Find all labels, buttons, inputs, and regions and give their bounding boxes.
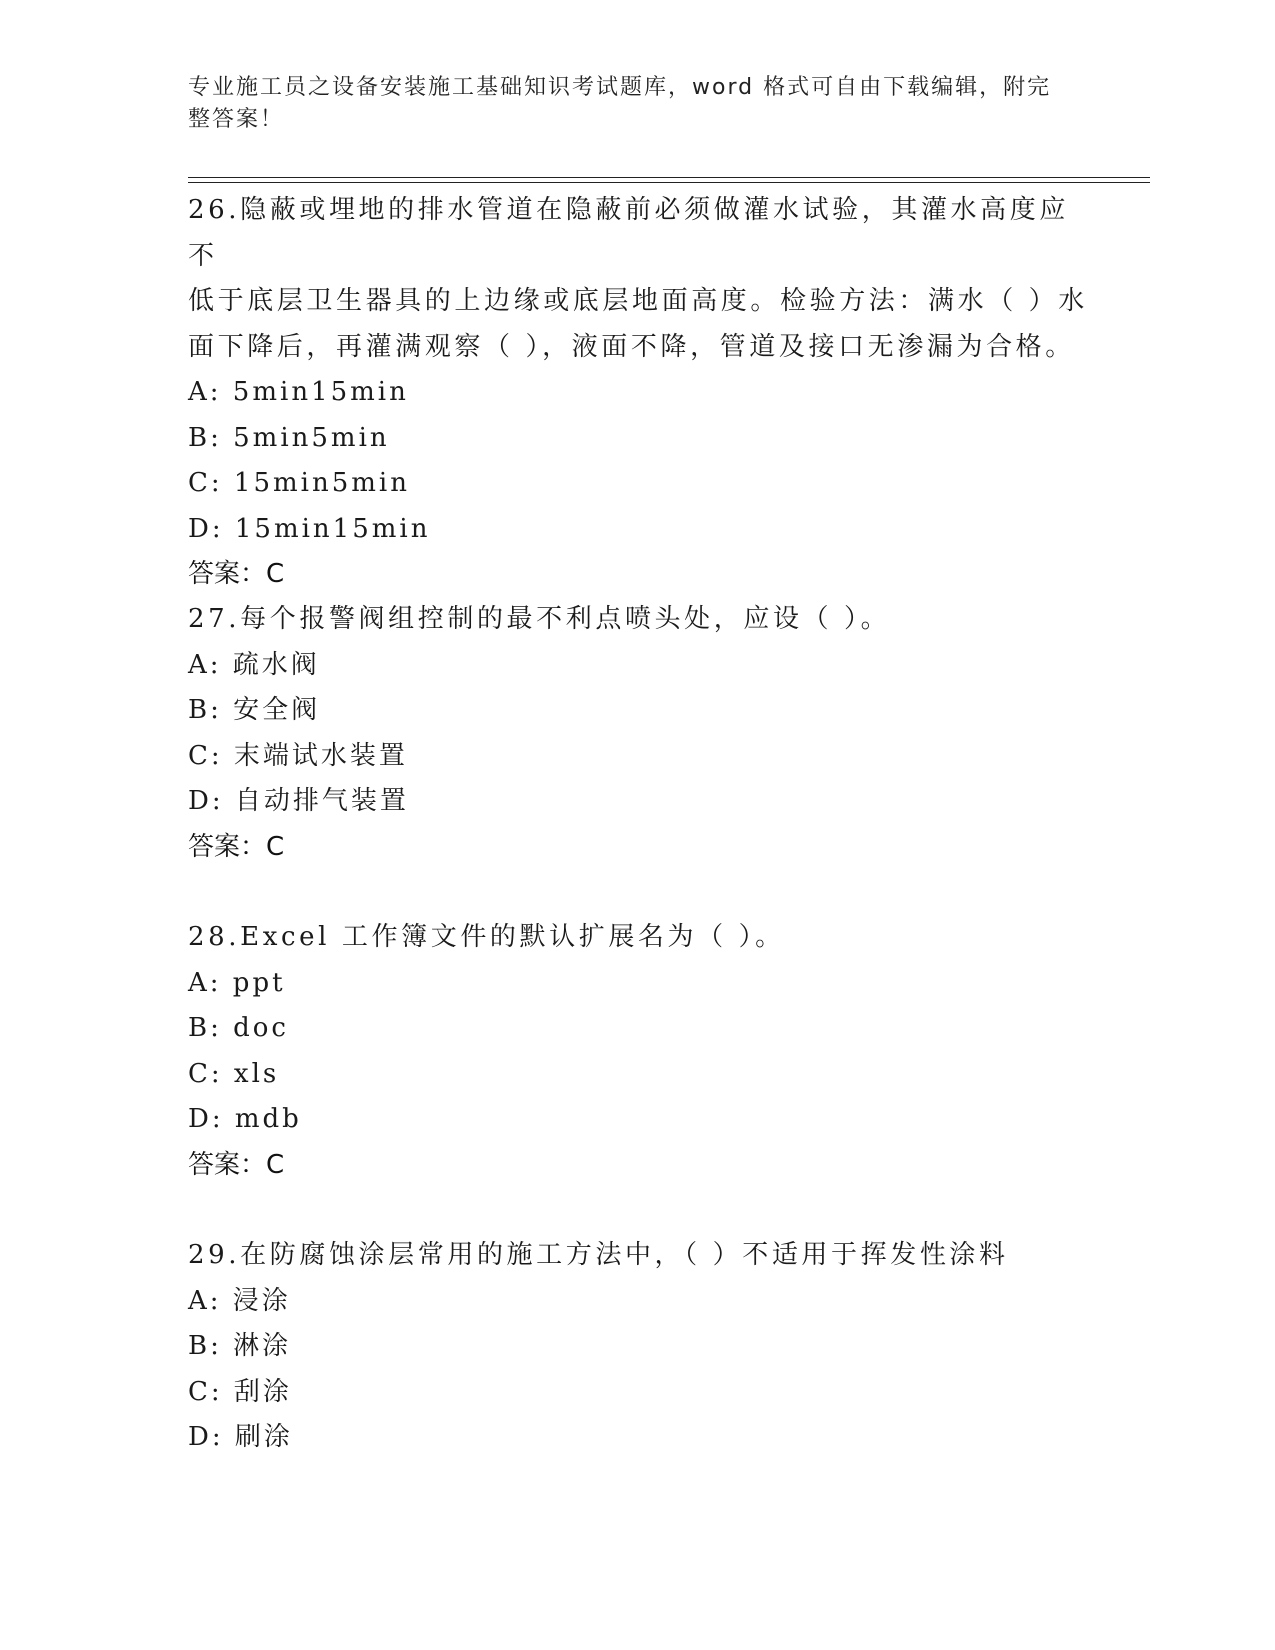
- question-stem-line: 29.在防腐蚀涂层常用的施工方法中，（ ）不适用于挥发性涂料: [188, 1240, 1009, 1270]
- question-28: [188, 915, 1088, 1188]
- answer: 答案：C: [188, 559, 285, 589]
- option-c: C: 刮涂: [188, 1376, 292, 1407]
- option-a: A: 浸涂: [188, 1285, 291, 1316]
- question-stem-line: 27.每个报警阀组控制的最不利点喷头处，应设（ ）。: [188, 604, 891, 634]
- option-a: A: 疏水阀: [188, 649, 320, 680]
- question-stem-line: 低于底层卫生器具的上边缘或底层地面高度。检验方法：满水（ ）水: [188, 286, 1088, 316]
- answer: 答案：C: [188, 1149, 285, 1180]
- header-line-2: 整答案！: [188, 107, 285, 132]
- question-26: [188, 188, 1088, 598]
- question-29: [188, 1233, 1088, 1461]
- question-stem-line: 26.隐蔽或埋地的排水管道在隐蔽前必须做灌水试验，其灌水高度应不: [188, 195, 1069, 271]
- option-b: B: 5min5min: [188, 422, 390, 453]
- header-divider-bottom: [188, 182, 1150, 183]
- header-divider-top: [188, 177, 1150, 178]
- option-c: C: 15min5min: [188, 468, 410, 498]
- option-d: D: 刷涂: [188, 1422, 293, 1452]
- question-stem-line: 面下降后，再灌满观察（ ），液面不降，管道及接口无渗漏为合格。: [188, 331, 1075, 362]
- option-b: B: 淋涂: [188, 1331, 292, 1361]
- option-d: D: 自动排气装置: [188, 786, 409, 816]
- option-c: C: 末端试水装置: [188, 740, 408, 771]
- header-line-1: 专业施工员之设备安装施工基础知识考试题库，word 格式可自由下载编辑，附完: [188, 75, 1052, 100]
- option-c: C: xls: [188, 1058, 280, 1089]
- document-header: [188, 72, 1068, 136]
- option-b: B: 安全阀: [188, 695, 321, 725]
- question-stem-line: 28.Excel 工作簿文件的默认扩展名为（ ）。: [188, 922, 785, 952]
- option-a: A: ppt: [188, 967, 286, 998]
- option-d: D: mdb: [188, 1104, 302, 1134]
- option-a: A: 5min15min: [188, 377, 409, 407]
- option-b: B: doc: [188, 1013, 289, 1043]
- answer: 答案：C: [188, 831, 285, 862]
- option-d: D: 15min15min: [188, 513, 431, 544]
- question-27: [188, 597, 1088, 870]
